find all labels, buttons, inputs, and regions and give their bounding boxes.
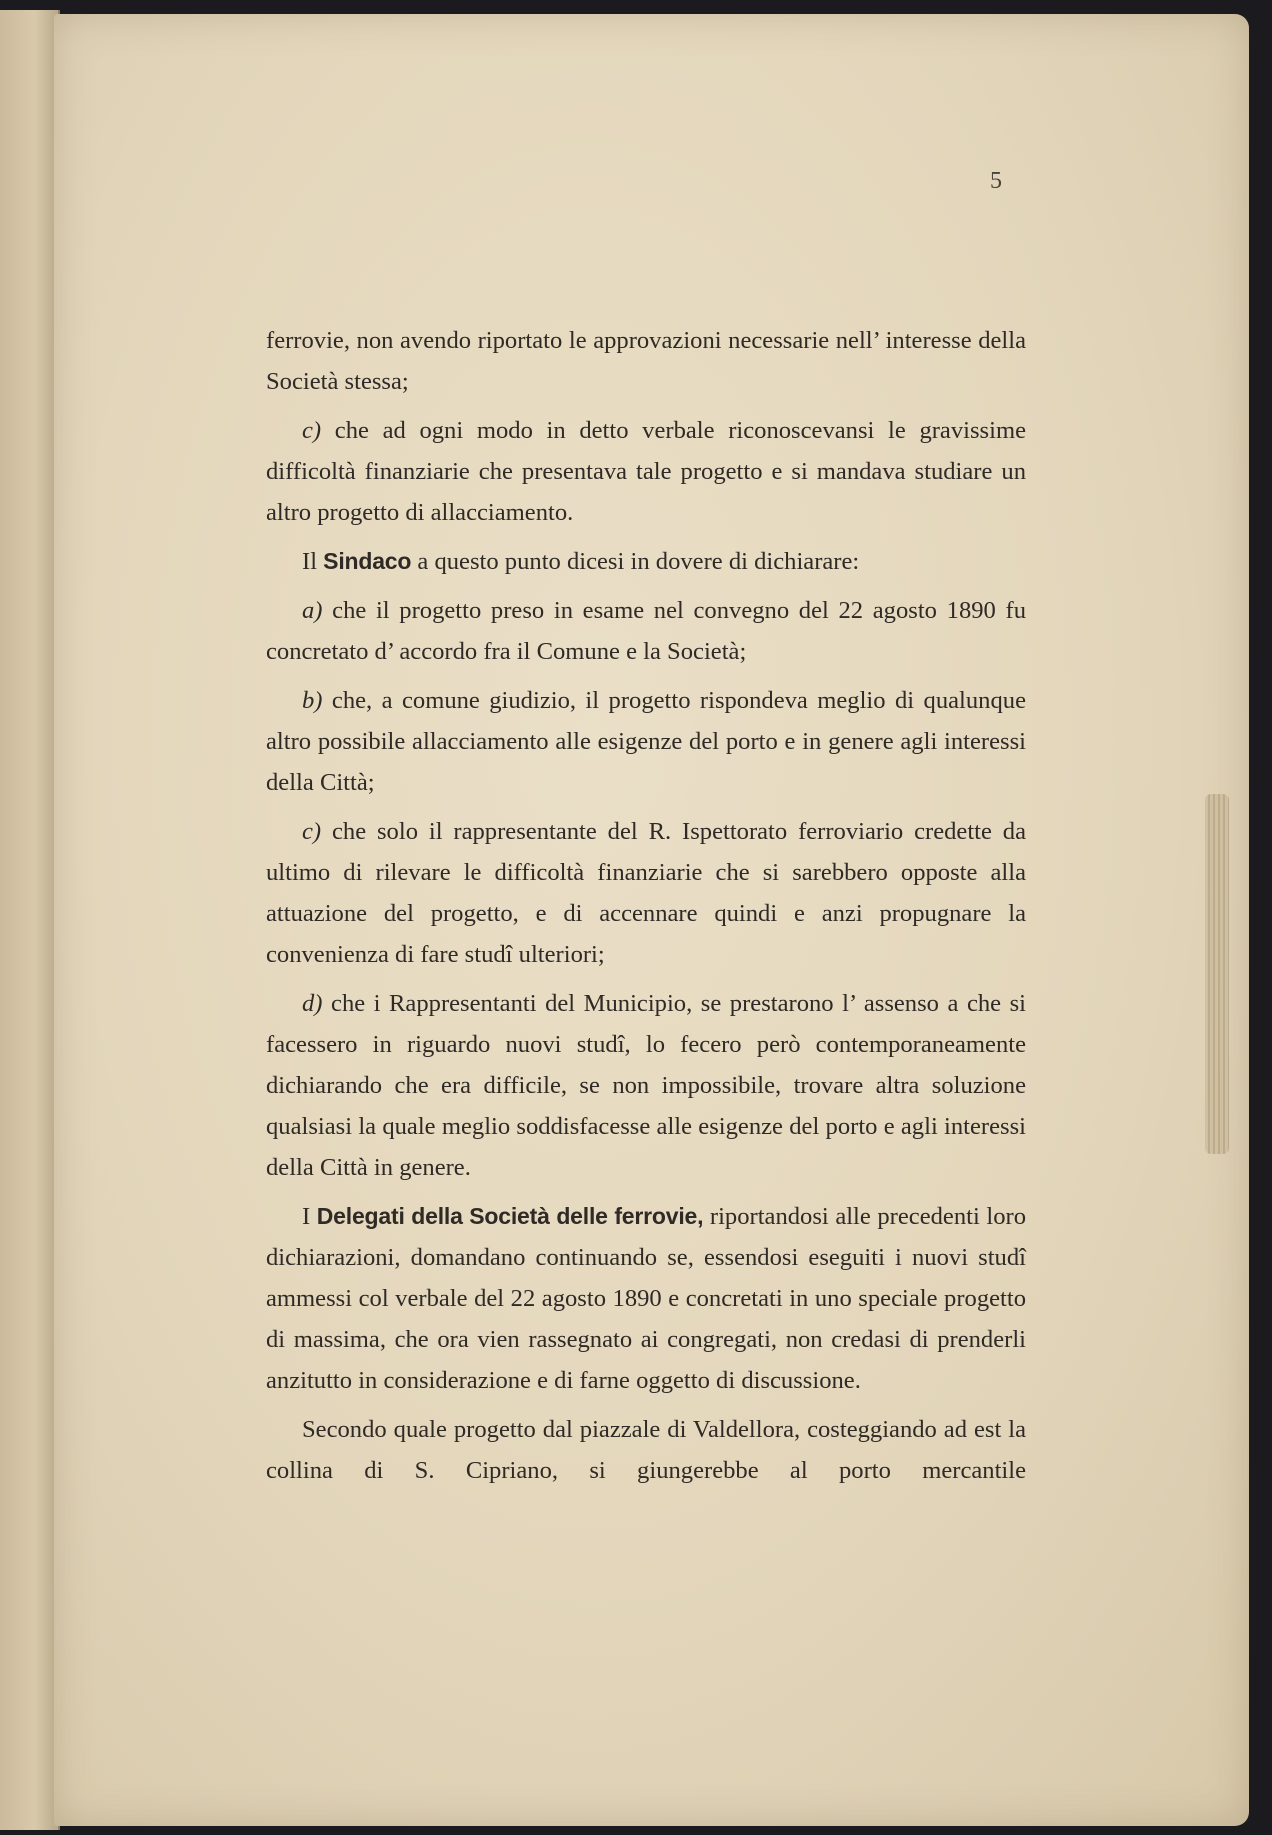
paragraph-2: [266, 410, 1026, 533]
frayed-page-edge: [1205, 794, 1229, 1154]
paragraph-text: che i Rappresentanti del Municipio, se prestarono l’ assenso a che si facessero in riguardo nuovi studî, lo fecero però contemporaneamente dichiarando che era difficile, se non impossibile, trovare altra soluzione qualsiasi la quale meglio soddisfacesse alle esigenze del porto e agli interessi della Città in genere.: [266, 990, 1026, 1181]
paragraph-5: [266, 680, 1026, 803]
paragraph-label: d): [302, 990, 323, 1017]
page-body: [266, 320, 1026, 1499]
paragraph-4: [266, 590, 1026, 672]
paragraph-label: b): [302, 687, 323, 714]
paragraph-text: che solo il rappresentante del R. Ispettorato ferroviario credette da ultimo di rilevare le difficoltà finanziarie che si sarebbero opposte alla attuazione del progetto, e di accennare quindi e anzi propugnare la convenienza di fare studî ulteriori;: [266, 818, 1026, 968]
paragraph-1: [266, 320, 1026, 402]
paragraph-text: Secondo quale progetto dal piazzale di Valdellora, costeggiando ad est la collina di S. Cipriano, si giungerebbe al porto mercantile: [266, 1416, 1026, 1484]
page-number: 5: [990, 168, 1002, 194]
paragraph-label: c): [302, 417, 322, 444]
paragraph-text: che ad ogni modo in detto verbale riconoscevansi le gravissime difficoltà finanziarie che presentava tale progetto e si mandava studiare un altro progetto di allacciamento.: [266, 417, 1026, 526]
paragraph-6: [266, 811, 1026, 975]
paragraph-label: a): [302, 597, 323, 624]
paragraph-text: ferrovie, non avendo riportato le approvazioni necessarie nell’ interesse della Società stessa;: [266, 327, 1026, 395]
paragraph-text: che, a comune giudizio, il progetto rispondeva meglio di qualunque altro possibile allacciamento alle esigenze del porto e in genere agli interessi della Città;: [266, 687, 1026, 796]
paragraph-text: che il progetto preso in esame nel convegno del 22 agosto 1890 fu concretato d’ accordo fra il Comune e la Società;: [266, 597, 1026, 665]
speaker-name: Delegati della Società delle ferrovie,: [316, 1203, 704, 1229]
paragraph-text: a questo punto dicesi in dovere di dichiarare:: [411, 548, 860, 575]
previous-page-edge: [0, 10, 60, 1830]
paragraph-9: [266, 1409, 1026, 1491]
paragraph-prefix: I: [302, 1203, 317, 1230]
paragraph-prefix: Il: [302, 548, 324, 575]
speaker-name: Sindaco: [323, 548, 412, 574]
paragraph-3: [266, 541, 1026, 582]
paragraph-text: riportandosi alle precedenti loro dichiarazioni, domandano continuando se, essendosi eseguiti i nuovi studî ammessi col verbale del 22 agosto 1890 e concretati in uno speciale progetto di massima, che ora vien rassegnato ai congregati, non credasi di prenderli anzitutto in considerazione e di farne oggetto di discussione.: [266, 1203, 1026, 1394]
paragraph-8: [266, 1196, 1026, 1401]
paragraph-label: c): [302, 818, 322, 845]
paragraph-7: [266, 983, 1026, 1188]
